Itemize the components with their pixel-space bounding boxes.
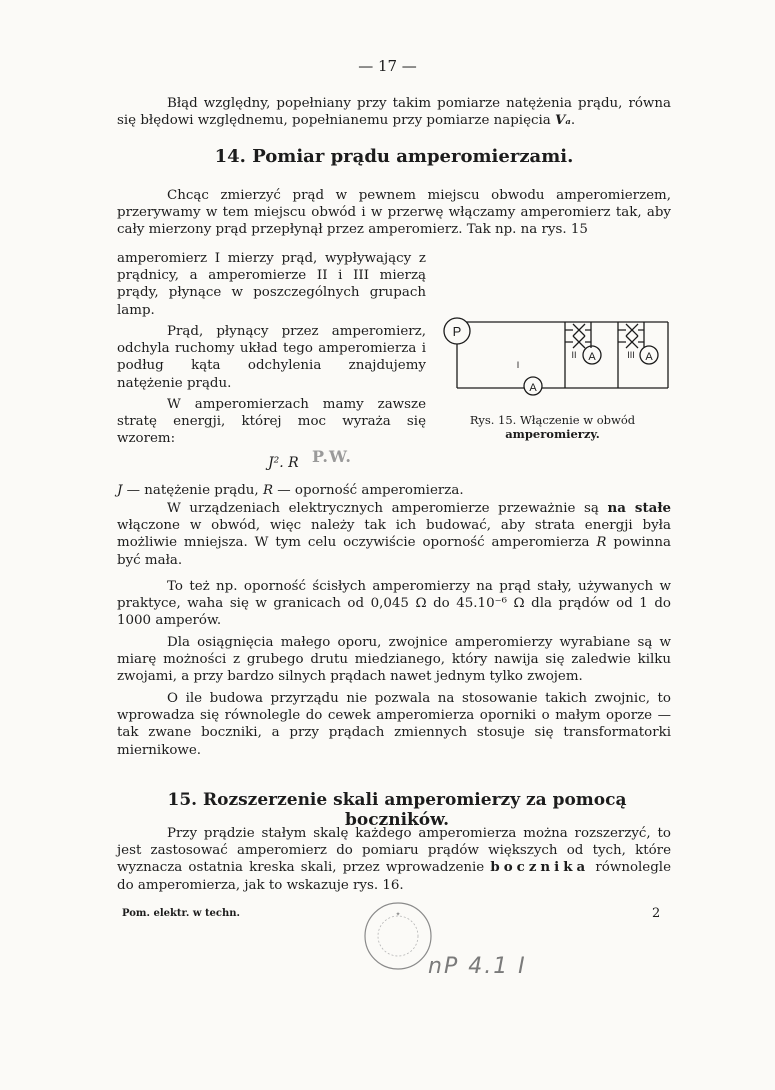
- generator-label: P: [452, 324, 462, 339]
- ammeter-i-label: A: [529, 382, 537, 394]
- section-14-paragraph-1: Chcąc zmierzyć prąd w pewnem miejscu obwodu amperomierzem, przerywamy w tem miejscu obwód i w przerwę włączamy amperomierz tak, aby cały mierzony prąd przepłynął przez amperomierz. Tak np. na rys. 15: [117, 188, 671, 238]
- p5-bold: na stałe: [607, 500, 671, 516]
- circuit-diagram: [440, 300, 680, 400]
- section-15-heading: [117, 790, 677, 830]
- ammeter-iii-label: A: [645, 351, 653, 363]
- section-15-paragraph-1: [117, 825, 671, 894]
- roman-label-iii: III: [627, 350, 635, 360]
- section-14-paragraph-5: [117, 500, 671, 569]
- roman-label-ii: II: [571, 350, 577, 360]
- section-14-number: 14.: [214, 146, 246, 167]
- p4-text-a: — natężenie prądu,: [122, 483, 263, 498]
- intro-paragraph: [117, 95, 671, 129]
- p5-text-c: powinna być mała.: [117, 535, 671, 568]
- section-14-paragraph-4: [117, 482, 671, 499]
- section-14-paragraph-6: To też np. oporność ścisłych amperomierzy na prąd stały, używanych w praktyce, waha się w granicach od 0,045 Ω do 45.10⁻⁶ Ω dla prądów od 1 do 1000 amperów.: [117, 579, 671, 629]
- p4-text-b: — oporność amperomierza.: [273, 483, 464, 498]
- formula-stamp-mark: P.W.: [312, 447, 352, 466]
- s15-text-b: równolegle do amperomierza, jak to wskazuje rys. 16.: [117, 860, 671, 893]
- section-14-paragraph-1-wrap: amperomierz I mierzy prąd, wypływający z prądnicy, a amperomierze II i III mierzą prądy, płynące w poszczególnych grupach lamp.: [117, 251, 426, 318]
- symbol-r: R: [262, 483, 274, 498]
- p5-text-a: W urządzeniach elektrycznych amperomierze przeważnie są: [167, 501, 608, 516]
- section-15-number: 15.: [167, 790, 198, 810]
- caption-line-1: Rys. 15. Włączenie w obwód: [469, 413, 636, 427]
- section-14-heading: [117, 146, 671, 167]
- svg-text:✦: ✦: [395, 911, 401, 918]
- caption-line-2: amperomierzy.: [505, 427, 600, 441]
- symbol-j: J: [117, 483, 123, 498]
- figure-caption: [430, 413, 675, 441]
- section-14-paragraph-8: O ile budowa przyrządu nie pozwala na stosowanie takich zwojnic, to wprowadza się równolegle do cewek amperomierza oporniki o małym oporze — tak zwane boczniki, a przy prądach zmiennych stosuje się transformatorki miernikowe.: [117, 691, 671, 758]
- p5-symbol-r: R: [596, 535, 607, 551]
- p5-text-b: włączone w obwód, więc należy tak ich budować, aby strata energji była możliwie mniejsza. W tym celu oczywiście oporność amperomierza: [117, 518, 671, 551]
- lamp-group-2-icon: [618, 322, 644, 348]
- section-14-title: Pomiar prądu amperomierzami.: [252, 146, 574, 167]
- section-14-paragraph-3: W amperomierzach mamy zawsze stratę energji, której moc wyraża się wzorem:: [117, 397, 426, 447]
- page-number: — 17 —: [358, 57, 417, 75]
- power-loss-formula: J². R: [268, 455, 299, 471]
- intro-period: .: [570, 113, 576, 129]
- roman-label-i: I: [516, 360, 520, 370]
- s15-text-a: Przy prądzie stałym skalę każdego amperomierza można rozszerzyć, to jest zastosować amperomierz do pomiaru prądów większych od tych, które wyznacza ostatnia kreska skali, przez wprowadzenie: [117, 826, 671, 876]
- s15-spaced-word: bocznika: [490, 859, 590, 876]
- section-14-paragraph-2: Prąd, płynący przez amperomierz, odchyla ruchomy układ tego amperomierza i podług kąta odchylenia znajdujemy natężenie prądu.: [117, 324, 426, 391]
- voltage-symbol: Vₐ: [555, 112, 571, 129]
- footer-sheet-number: 2: [652, 906, 661, 921]
- handwritten-shelf-mark: nP 4.1 I: [428, 954, 527, 979]
- footer-signature: Pom. elektr. w techn.: [122, 908, 241, 919]
- lamp-group-1-icon: [565, 322, 591, 348]
- intro-text: Błąd względny, popełniany przy takim pomiarze natężenia prądu, równa się błędowi względnemu, popełnianemu przy pomiarze napięcia: [117, 96, 671, 129]
- section-14-paragraph-7: Dla osiągnięcia małego oporu, zwojnice amperomierzy wyrabiane są w miarę możności z grubego drutu miedzianego, który nawija się zaledwie kilku zwojami, a przy bardzo silnych prądach nawet jednym tylko zwojem.: [117, 635, 671, 685]
- section-15-title: Rozszerzenie skali amperomierzy za pomocą boczników.: [202, 790, 627, 830]
- ammeter-ii-label: A: [588, 351, 596, 363]
